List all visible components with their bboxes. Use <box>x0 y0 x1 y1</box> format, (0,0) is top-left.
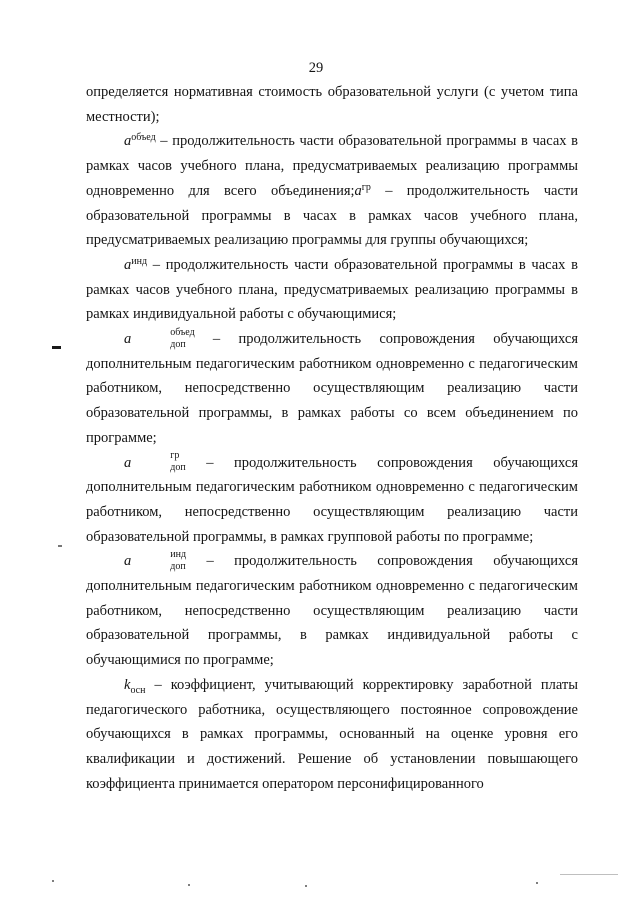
formula-symbol: a <box>354 182 362 199</box>
document-body <box>86 80 578 796</box>
paragraph-a-dop-ind <box>86 549 578 673</box>
paragraph-text: – продолжительность сопровождения обучающихся дополнительным педагогическим работником одновременно с педагогическим работником, непосредственно осуществляющим реализацию части образовательной программы, в рамках групповой работы по программе; <box>86 454 578 545</box>
paragraph-text: – продолжительность сопровождения обучающихся дополнительным педагогическим работником одновременно с педагогическим работником, непосредственно осуществляющим реализацию части образовательной программы, в рамках работы со всем объединением по программе; <box>86 331 578 446</box>
formula-symbol: a <box>124 331 132 348</box>
paragraph-a-objed <box>86 129 578 253</box>
formula-superscript: инд <box>131 255 148 267</box>
paragraph-normative-cost <box>86 80 578 129</box>
scan-speck <box>188 884 190 886</box>
formula-indices <box>132 550 186 572</box>
formula-symbol: a <box>124 133 132 150</box>
scan-speck <box>536 882 538 884</box>
formula-subscript: осн <box>130 684 146 696</box>
formula-superscript: объед <box>170 326 195 338</box>
scan-speck <box>52 880 54 882</box>
formula-symbol: a <box>124 454 132 471</box>
paragraph-a-dop-objed <box>86 327 578 451</box>
paragraph-text: – коэффициент, учитывающий корректировку заработной платы педагогического работника, осуществляющего постоянное сопровождение обучающихся в рамках программы, основанный на оценке уровня его квалификации и достижений. Решение об установлении повышающего коэффициента принимается оператором персонифицированного <box>86 676 578 792</box>
formula-superscript: гр <box>361 181 371 193</box>
paragraph-text: – продолжительность части образовательной программы в часах в рамках часов учебного плана, предусматриваемых реализацию программы в рамках индивидуальной работы с обучающимися; <box>86 256 578 323</box>
formula-subscript: доп <box>170 462 186 474</box>
formula-subscript: доп <box>170 338 186 350</box>
formula-symbol: a <box>124 553 132 570</box>
formula-symbol: a <box>124 256 132 273</box>
formula-superscript: инд <box>170 549 187 561</box>
page-number: 29 <box>308 60 324 76</box>
footer-rule <box>560 874 618 875</box>
paragraph-a-ind <box>86 253 578 327</box>
scan-mark <box>58 545 62 547</box>
formula-indices <box>132 451 185 473</box>
formula-indices <box>132 328 194 350</box>
paragraph-a-dop-gr <box>86 451 578 550</box>
scan-speck <box>305 885 307 887</box>
paragraph-text: – продолжительность сопровождения обучающихся дополнительным педагогическим работником одновременно с педагогическим работником, непосредственно осуществляющим реализацию части образовательной программы, в рамках индивидуальной работы с обучающимися по программе; <box>86 553 578 669</box>
formula-superscript: гр <box>170 450 180 462</box>
paragraph-text: – продолжительность части образовательной программы в часах в рамках часов учебного плана, предусматриваемых реализацию программы для группы обучающихся; <box>86 182 579 249</box>
formula-superscript: объед <box>131 132 156 144</box>
paragraph-k-osn <box>86 673 578 797</box>
scan-mark <box>52 346 61 349</box>
paragraph-text: определяется нормативная стоимость образовательной услуги (с учетом типа местности); <box>86 84 578 125</box>
formula-symbol: k <box>124 676 131 693</box>
paragraph-text: – продолжительность части образовательной программы в часах в рамках часов учебного плана, предусматриваемых реализацию программы одновременно для всего объединения; <box>86 133 578 199</box>
formula-subscript: доп <box>170 561 186 573</box>
